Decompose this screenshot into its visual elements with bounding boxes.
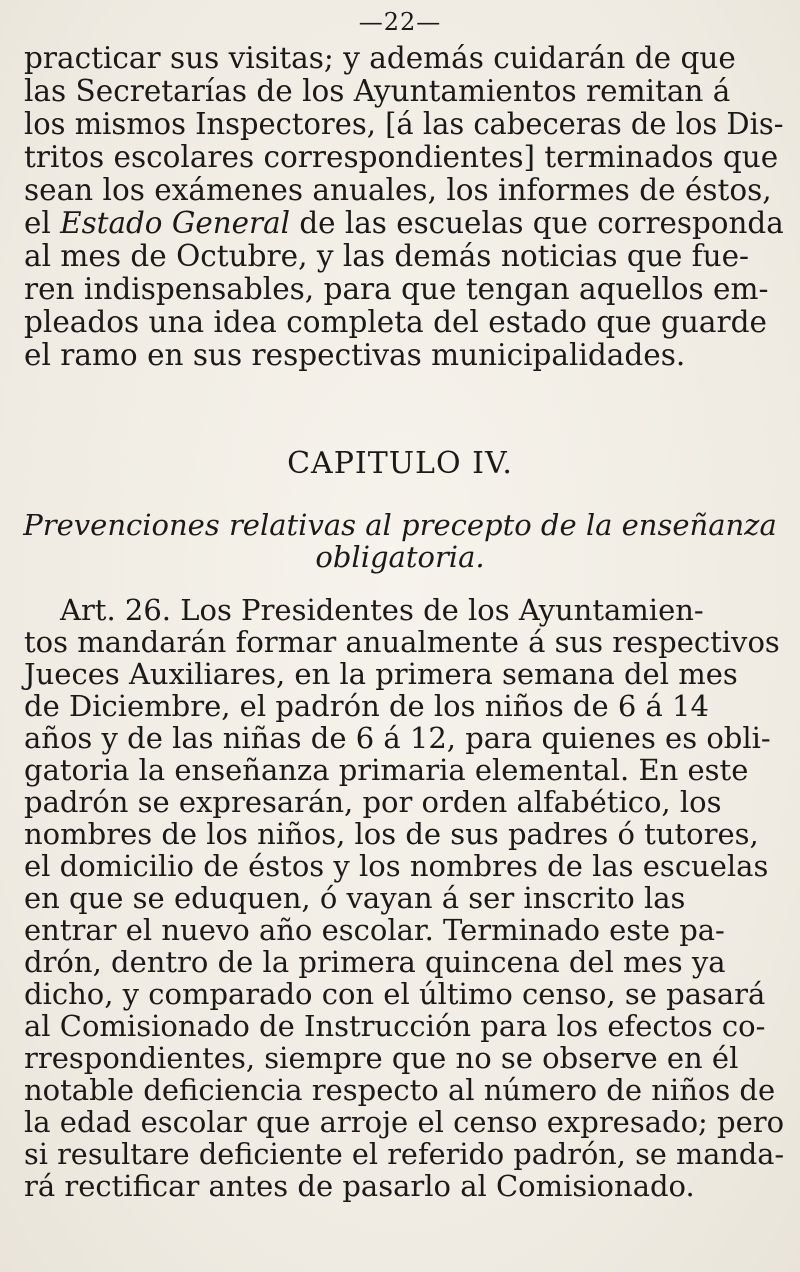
text-fragment: el — [24, 206, 61, 240]
text-line: el ramo en sus respectivas municipalidades. — [24, 338, 686, 372]
text-line: Jueces Auxiliares, en la primera semana del mes — [24, 657, 738, 691]
italic-term: Estado General — [60, 206, 290, 240]
text-line: practicar sus visitas; y además cuidarán de que — [24, 41, 736, 75]
text-line: sean los exámenes anuales, los informes de éstos, — [24, 173, 772, 207]
text-line: Art. 26. Los Presidentes de los Ayuntamien- — [60, 593, 704, 627]
text-line: tos mandarán formar anualmente á sus respectivos — [24, 625, 780, 659]
text-line: rrespondientes, siempre que no se observe en él — [24, 1041, 739, 1075]
text-line-mixed — [24, 207, 784, 239]
page-number: —22— — [358, 8, 442, 36]
text-line: al mes de Octubre, y las demás noticias que fue- — [24, 239, 749, 273]
text-line: gatoria la enseñanza primaria elemental. En este — [24, 753, 749, 787]
chapter-title: CAPITULO IV. — [287, 446, 513, 481]
text-line: si resultare deficiente el referido padrón, se manda- — [24, 1137, 785, 1171]
text-line: las Secretarías de los Ayuntamientos remitan á — [24, 74, 731, 108]
text-line: pleados una idea completa del estado que guarde — [24, 305, 767, 339]
text-line: en que se eduquen, ó vayan á ser inscrito las — [24, 881, 686, 915]
text-fragment: de las escuelas que corresponda — [289, 206, 784, 240]
text-line: entrar el nuevo año escolar. Terminado este pa- — [24, 913, 725, 947]
text-line: ren indispensables, para que tengan aquellos em- — [24, 272, 769, 306]
text-line: notable deficiencia respecto al número de niños de — [24, 1073, 776, 1107]
text-line: años y de las niñas de 6 á 12, para quienes es obli- — [24, 721, 771, 755]
text-line: al Comisionado de Instrucción para los efectos co- — [24, 1009, 766, 1043]
text-line: la edad escolar que arroje el censo expresado; pero — [24, 1105, 785, 1139]
text-line: de Diciembre, el padrón de los niños de 6 á 14 — [24, 689, 709, 723]
text-line: padrón se expresarán, por orden alfabético, los — [24, 785, 722, 819]
text-line: rá rectificar antes de pasarlo al Comisionado. — [24, 1169, 695, 1203]
text-line: el domicilio de éstos y los nombres de las escuelas — [24, 849, 769, 883]
text-line: dicho, y comparado con el último censo, se pasará — [24, 977, 766, 1011]
text-line: tritos escolares correspondientes] terminados que — [24, 140, 779, 174]
chapter-subtitle-line: Prevenciones relativas al precepto de la enseñanza — [23, 508, 777, 542]
text-line: drón, dentro de la primera quincena del mes ya — [24, 945, 726, 979]
text-line: nombres de los niños, los de sus padres ó tutores, — [24, 817, 759, 851]
chapter-subtitle-line: obligatoria. — [315, 540, 485, 574]
text-line: los mismos Inspectores, [á las cabeceras de los Dis- — [24, 107, 784, 141]
